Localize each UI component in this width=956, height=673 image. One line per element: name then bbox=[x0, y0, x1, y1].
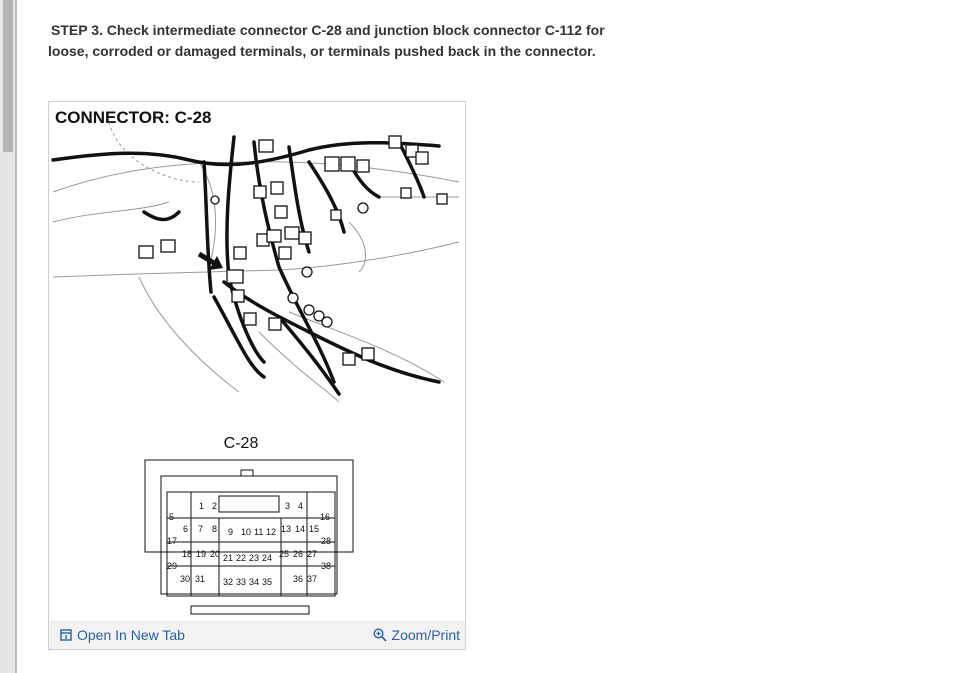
pin-37-label: 37 bbox=[307, 574, 318, 584]
pin-1-label: 1 bbox=[199, 501, 205, 511]
pin-16-label: 16 bbox=[320, 512, 331, 522]
pin-29-label: 29 bbox=[167, 561, 178, 571]
pin-30-label: 30 bbox=[180, 574, 191, 584]
scrollbar[interactable] bbox=[0, 0, 17, 673]
pin-3-label: 3 bbox=[285, 501, 291, 511]
pin-23-label: 23 bbox=[249, 553, 260, 563]
pin-33-label: 33 bbox=[236, 577, 247, 587]
pin-31-label: 31 bbox=[195, 574, 206, 584]
pin-6-label: 6 bbox=[183, 524, 189, 534]
pin-26-label: 26 bbox=[293, 549, 304, 559]
pin-20-label: 20 bbox=[210, 549, 221, 559]
figure-card bbox=[48, 101, 466, 650]
pin-22-label: 22 bbox=[236, 553, 247, 563]
pin-18-label: 18 bbox=[182, 549, 193, 559]
zoom-print-label: Zoom/Print bbox=[391, 627, 460, 643]
open-in-new-tab-link[interactable] bbox=[60, 627, 185, 643]
scrollbar-edge bbox=[15, 0, 17, 673]
pin-28-label: 28 bbox=[321, 536, 332, 546]
pin-21-label: 21 bbox=[223, 553, 234, 563]
figure-toolbar bbox=[49, 621, 465, 649]
pin-9-label: 9 bbox=[228, 527, 234, 537]
pin-34-label: 34 bbox=[249, 577, 260, 587]
pin-12-label: 12 bbox=[266, 527, 277, 537]
pin-19-label: 19 bbox=[196, 549, 207, 559]
pin-36-label: 36 bbox=[293, 574, 304, 584]
connector-label: C-28 bbox=[223, 435, 259, 452]
pin-5-label: 5 bbox=[169, 512, 175, 522]
pin-13-label: 13 bbox=[281, 524, 292, 534]
open-in-new-tab-label: Open In New Tab bbox=[77, 627, 185, 643]
pin-10-label: 10 bbox=[241, 527, 252, 537]
open-in-new-tab-icon bbox=[60, 629, 72, 641]
pin-7-label: 7 bbox=[198, 524, 204, 534]
step-instruction: STEP 3. Check intermediate connector C-28 and junction block connector C-112 for loose, corroded or damaged terminals, or terminals pushed back in the connector. bbox=[48, 22, 605, 59]
pin-4-label: 4 bbox=[298, 501, 304, 511]
pin-35-label: 35 bbox=[262, 577, 273, 587]
figure-title: CONNECTOR: C-28 bbox=[55, 108, 212, 127]
pin-14-label: 14 bbox=[295, 524, 306, 534]
scrollbar-thumb[interactable] bbox=[3, 0, 13, 152]
pin-8-label: 8 bbox=[212, 524, 218, 534]
pin-11-label: 11 bbox=[254, 527, 264, 537]
connector-diagram[interactable] bbox=[49, 102, 465, 622]
pin-17-label: 17 bbox=[167, 536, 178, 546]
pin-24-label: 24 bbox=[262, 553, 273, 563]
pin-2-label: 2 bbox=[212, 501, 218, 511]
zoom-print-link[interactable] bbox=[373, 627, 460, 643]
pin-15-label: 15 bbox=[309, 524, 320, 534]
pin-27-label: 27 bbox=[307, 549, 318, 559]
zoom-in-icon bbox=[373, 628, 387, 642]
pin-38-label: 38 bbox=[321, 561, 332, 571]
pin-labels bbox=[167, 501, 331, 587]
pointer-arrow bbox=[199, 254, 223, 270]
pin-32-label: 32 bbox=[223, 577, 234, 587]
pin-25-label: 25 bbox=[279, 549, 290, 559]
